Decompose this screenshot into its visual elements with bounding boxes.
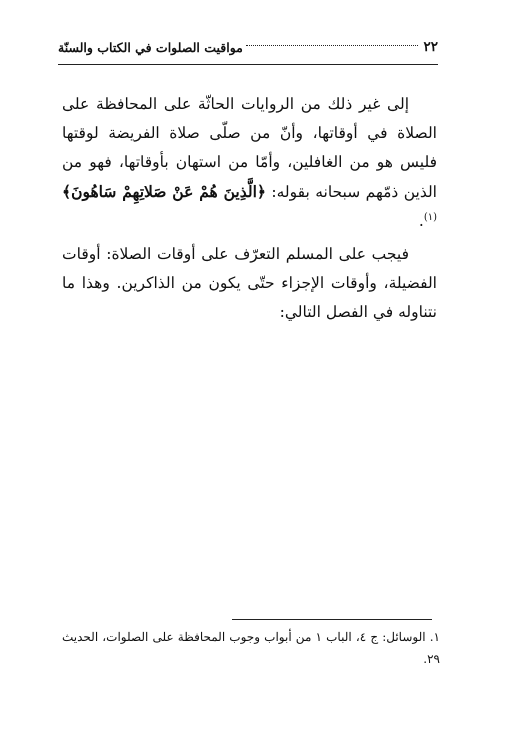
paragraph-1-end: . <box>418 212 424 230</box>
paragraph-1 <box>62 90 437 236</box>
main-text <box>62 90 437 327</box>
footnote <box>62 626 440 670</box>
header-rule <box>58 64 438 65</box>
quran-verse: ﴿الَّذِينَ هُمْ عَنْ صَلاتِهِمْ سَاهُونَ﴾ <box>62 182 266 201</box>
footnote-reference[interactable]: (١) <box>423 211 437 223</box>
footnote-rule <box>232 619 432 620</box>
paragraph-1-text: إلى غير ذلك من الروايات الحاثّة على المحافظة على الصلاة في أوقاتها، وأنّ من صلّى صلاة الفريضة لوقتها فليس هو من الغافلين، وأمّا من استهان بأوقاتها، فهو من الذين ذمّهم سبحانه بقوله: <box>62 95 437 201</box>
page-number: ٢٢ <box>423 39 438 55</box>
header-leader-dots <box>246 34 419 46</box>
paragraph-2-text: فيجب على المسلم التعرّف على أوقات الصلاة: أوقات الفضيلة، وأوقات الإجزاء حتّى يكون من الذاكرين. وهذا ما نتناوله في الفصل التالي: <box>62 245 437 321</box>
paragraph-2 <box>62 240 437 327</box>
running-title: مواقيت الصلوات في الكتاب والسنّة <box>58 39 243 55</box>
footnote-text: ١. الوسائل: ج ٤، الباب ١ من أبواب وجوب المحافظة على الصلوات، الحديث ٢٩. <box>62 630 440 666</box>
page-header <box>58 34 438 60</box>
